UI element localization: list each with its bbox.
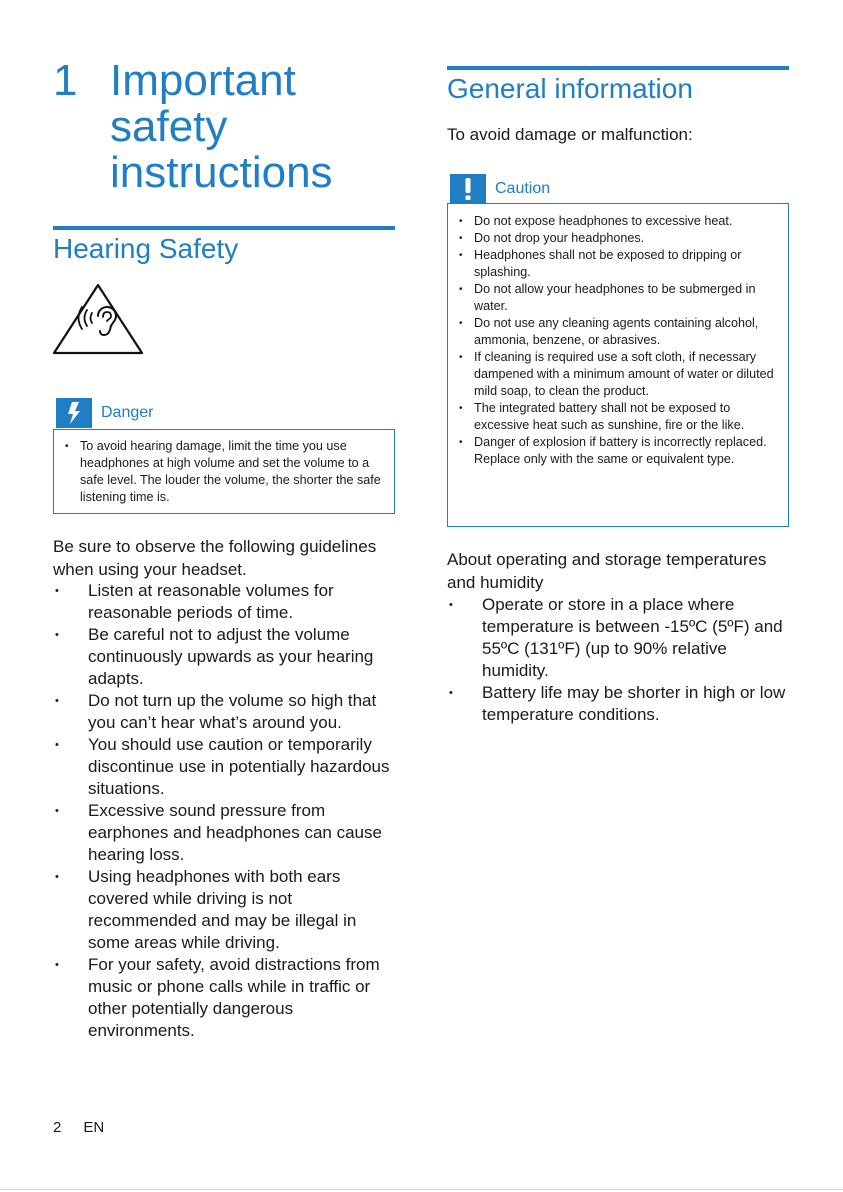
general-intro: To avoid damage or malfunction:	[447, 125, 693, 144]
danger-list	[62, 438, 384, 506]
section-divider	[447, 66, 789, 70]
list-item: • Headphones shall not be exposed to dripping or splashing.	[456, 247, 782, 281]
section-divider	[53, 226, 395, 230]
list-item: • To avoid hearing damage, limit the time you use headphones at high volume and set the volume to a safe level. The louder the volume, the shorter the safe listening time is.	[62, 438, 384, 506]
list-item: • Operate or store in a place where temperature is between -15ºC (5ºF) and 55ºC (131ºF) (up to 90% relative humidity.	[447, 594, 793, 682]
list-item: • For your safety, avoid distractions from music or phone calls while in traffic or other potentially dangerous environments.	[53, 954, 399, 1042]
storage-title: About operating and storage temperatures and humidity	[447, 550, 767, 592]
list-item: • Do not allow your headphones to be submerged in water.	[456, 281, 782, 315]
list-item: • Battery life may be shorter in high or low temperature conditions.	[447, 682, 793, 726]
storage-list	[447, 594, 793, 726]
list-item: • Excessive sound pressure from earphones and headphones can cause hearing loss.	[53, 800, 399, 866]
hearing-safety-heading: Hearing Safety	[53, 233, 239, 264]
page-number: 2	[53, 1119, 62, 1136]
page-footer	[53, 1118, 104, 1138]
list-item: • The integrated battery shall not be exposed to excessive heat such as sunshine, fire or the like.	[456, 400, 782, 434]
list-item: • Do not use any cleaning agents containing alcohol, ammonia, benzene, or abrasives.	[456, 315, 782, 349]
exclamation-icon	[450, 174, 486, 204]
lightning-icon	[56, 398, 92, 428]
language-code: EN	[83, 1119, 105, 1136]
list-item: • Do not turn up the volume so high that you can’t hear what’s around you.	[53, 690, 399, 734]
guidelines-intro: Be sure to observe the following guidelines when using your headset.	[53, 537, 377, 579]
danger-box	[53, 429, 395, 514]
list-item: • Do not drop your headphones.	[456, 230, 782, 247]
list-item: • You should use caution or temporarily discontinue use in potentially hazardous situations.	[53, 734, 399, 800]
caution-box	[447, 203, 789, 527]
chapter-number: 1	[53, 56, 78, 105]
general-information-heading: General information	[447, 73, 693, 104]
caution-list	[456, 213, 782, 468]
list-item: • Be careful not to adjust the volume continuously upwards as your hearing adapts.	[53, 624, 399, 690]
list-item: • Using headphones with both ears covered while driving is not recommended and may be illegal in some areas while driving.	[53, 866, 399, 954]
caution-header	[450, 174, 550, 204]
list-item: • Do not expose headphones to excessive heat.	[456, 213, 782, 230]
list-item: • Listen at reasonable volumes for reasonable periods of time.	[53, 580, 399, 624]
caution-label: Caution	[495, 180, 551, 197]
danger-label: Danger	[101, 404, 154, 421]
chapter-title: Important safety instructions	[110, 56, 333, 197]
danger-header	[56, 398, 153, 428]
hearing-warning-icon	[52, 283, 144, 355]
page-edge-line	[0, 1189, 843, 1190]
list-item: • If cleaning is required use a soft cloth, if necessary dampened with a minimum amount of water or diluted mild soap, to clean the product.	[456, 349, 782, 400]
guidelines-list	[53, 580, 399, 1042]
list-item: • Danger of explosion if battery is incorrectly replaced. Replace only with the same or equivalent type.	[456, 434, 782, 468]
